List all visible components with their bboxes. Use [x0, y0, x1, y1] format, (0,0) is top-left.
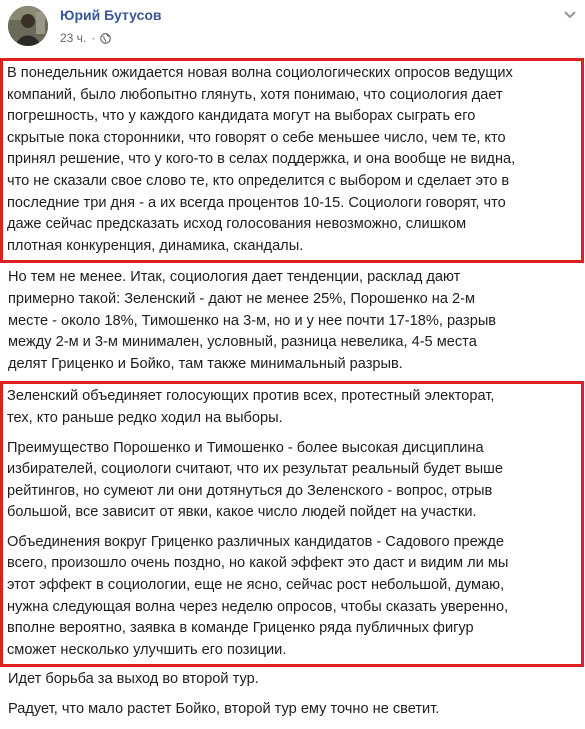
paragraph-4: Преимущество Порошенко и Тимошенко - более высокая дисциплина избирателей, социологи считают, что их результат реальный будет выше рейтингов, но сумеют ли они дотянуться до Зеленского - вопрос, отрыв большой, все зависит от явки, какое число людей пойдет на участки.: [7, 439, 503, 521]
post-header: [0, 0, 585, 58]
highlight-box-2: [0, 381, 584, 667]
post-time[interactable]: 23 ч.: [60, 31, 87, 45]
paragraph-1: В понедельник ожидается новая волна социологических опросов ведущих компаний, было любопытно глянуть, хотя понимаю, что социология дает погрешность, что у каждого кандидата могут на выборах сыграть его скрытые пока сторонники, что говорят о себе меньшее число, чем те, кто принял решение, что у кого-то в селах поддержка, и она вообще не видна, что не сказали свое слово те, кто определится с выбором и сделает это в последние три дня - а их всегда процентов 10-15. Социологи говорят, что даже сейчас предсказать исход голосования невозможно, слишком плотная конкуренция, динамика, скандалы.: [7, 65, 516, 254]
paragraph-6: Идет борьба за выход во второй тур.: [8, 671, 259, 688]
highlight-box-1: [0, 58, 584, 263]
avatar[interactable]: [8, 6, 48, 46]
paragraph-5: Объединения вокруг Гриценко различных кандидатов - Садового прежде всего, произошло очень поздно, но какой эффект это даст и видим ли мы этот эффект в социологии, еще не ясно, сейчас рост небольшой, думаю, нужна следующая волна через неделю опросов, чтобы сказать уверенно, вполне вероятно, заявка в команде Гриценко ряда публичных фигур сможет несколько улучшить его позиции.: [7, 533, 509, 658]
paragraph-3: Зеленский объединяет голосующих против всех, протестный электорат, тех, кто раньше редко ходил на выборы.: [7, 388, 495, 426]
paragraph-2: Но тем не менее. Итак, социология дает тенденции, расклад дают примерно такой: Зеленский - дают не менее 25%, Порошенко на 2-м месте - около 18%, Тимошенко на 3-м, но и у нее почти 17-18%, разрыв между 2-м и 3-м минимален, условный, разница невелика, 4-5 места делят Гриценко и Бойко, там также минимальный разрыв.: [8, 269, 497, 372]
globe-icon[interactable]: [100, 33, 111, 44]
meta-separator: ·: [91, 31, 96, 45]
chevron-down-icon[interactable]: [563, 10, 577, 20]
post-meta: [60, 31, 111, 45]
author-name[interactable]: Юрий Бутусов: [60, 7, 162, 23]
paragraph-7: Радует, что мало растет Бойко, второй тур ему точно не светит.: [8, 701, 440, 718]
post-body: [0, 58, 585, 721]
